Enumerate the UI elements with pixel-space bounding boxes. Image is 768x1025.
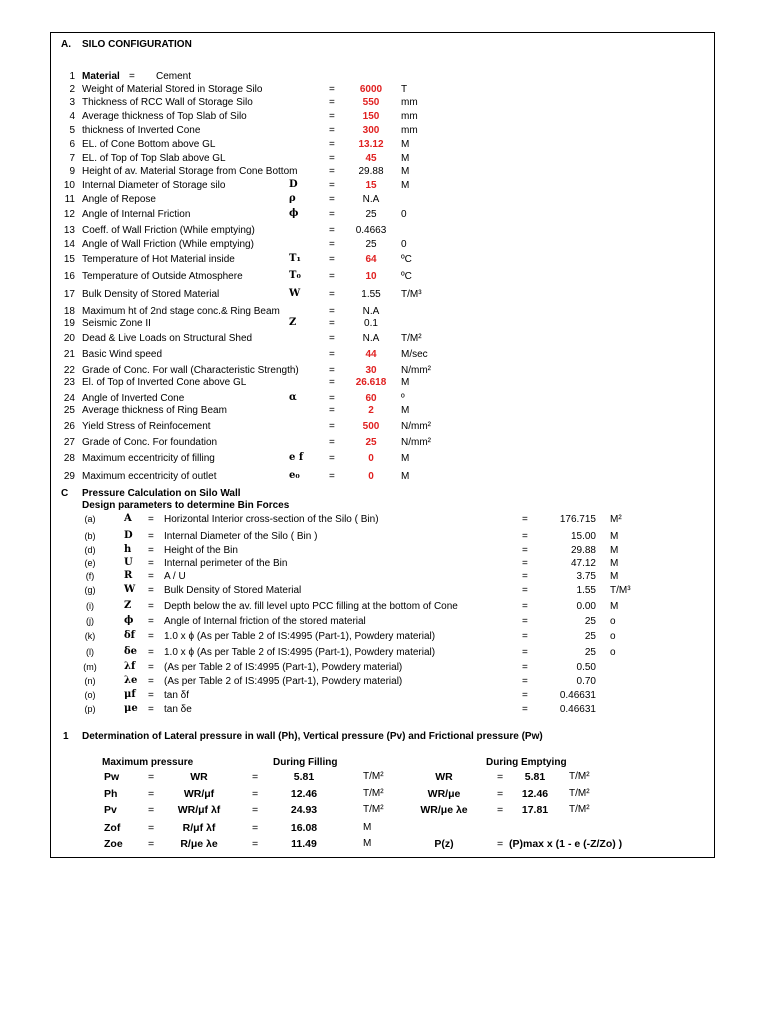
row-unit: M: [401, 166, 410, 177]
row-value: 2: [368, 405, 374, 416]
param-unit: o: [610, 631, 616, 642]
param-desc: Depth below the av. fill level upto PCC filling at the bottom of Cone: [164, 601, 458, 612]
param-unit: M²: [610, 514, 622, 525]
empty-eq: =: [497, 804, 504, 816]
param-unit: M: [610, 571, 619, 582]
row-label: Angle of Internal Friction: [82, 209, 191, 220]
row-label: Dead & Live Loads on Structural Shed: [82, 333, 253, 344]
fill-formula: WR: [190, 771, 208, 783]
fill-unit: M: [363, 822, 372, 833]
row-value: 13.12: [358, 139, 384, 150]
row-number: 6: [69, 139, 75, 150]
row-symbol: ϕ: [289, 208, 299, 219]
row-value: N.A: [362, 333, 380, 344]
param-eq: =: [148, 662, 154, 673]
empty-unit: T/M²: [569, 771, 590, 782]
row-label: Average thickness of Top Slab of Silo: [82, 111, 247, 122]
param-eq: =: [148, 558, 154, 569]
row-eq: =: [329, 139, 335, 150]
param-desc: Internal Diameter of the Silo ( Bin ): [164, 531, 318, 542]
header-during-emptying: During Emptying: [486, 757, 567, 768]
empty-value: 17.81: [521, 804, 549, 816]
row-value: 15: [365, 180, 377, 191]
row-unit: T: [401, 84, 408, 95]
param-value: 0.00: [576, 601, 596, 612]
row-symbol: W: [289, 288, 301, 299]
empty-eq: =: [497, 838, 504, 850]
fill-value: 12.46: [290, 788, 318, 800]
param-tag: (l): [86, 647, 94, 657]
row-eq: =: [329, 471, 335, 482]
section-1-title: Determination of Lateral pressure in wall (Ph), Vertical pressure (Pv) and Frictional pressure (Pw): [82, 731, 543, 742]
row-eq: =: [329, 289, 335, 300]
param-desc: 1.0 x ϕ (As per Table 2 of IS:4995 (Part-1), Powdery material): [164, 631, 436, 642]
row-eq: =: [329, 166, 335, 177]
param-tag: (p): [84, 704, 96, 714]
param-eq2: =: [522, 631, 528, 642]
row-unit: M: [401, 139, 410, 150]
param-eq: =: [148, 571, 154, 582]
row-label: EL. of Cone Bottom above GL: [82, 139, 216, 150]
row-label: Seismic Zone II: [82, 318, 151, 329]
param-unit: o: [610, 616, 616, 627]
row-unit: M: [401, 153, 410, 164]
row-eq: =: [129, 71, 135, 82]
row-value: 6000: [359, 84, 383, 95]
row-unit: mm: [401, 97, 418, 108]
row-eq: =: [329, 377, 335, 388]
empty-unit: T/M²: [569, 788, 590, 799]
param-symbol: δe: [124, 646, 138, 657]
fill-value: 24.93: [290, 804, 318, 816]
row-eq: =: [329, 437, 335, 448]
row-unit: M: [401, 180, 410, 191]
row-number: 15: [63, 254, 75, 265]
param-value: 3.75: [576, 571, 596, 582]
row-number: 2: [69, 84, 75, 95]
param-value: 0.46631: [559, 690, 596, 701]
row-label: Weight of Material Stored in Storage Silo: [82, 84, 263, 95]
row-unit: º: [401, 393, 405, 404]
param-eq: =: [148, 531, 154, 542]
pressure-eq: =: [148, 771, 155, 783]
row-label: thickness of Inverted Cone: [82, 125, 201, 136]
param-tag: (d): [84, 545, 96, 555]
pressure-name: Zoe: [104, 838, 123, 850]
fill-unit: T/M²: [363, 788, 384, 799]
row-eq: =: [329, 421, 335, 432]
param-eq2: =: [522, 704, 528, 715]
fill-value: 5.81: [293, 771, 315, 783]
header-max-pressure: Maximum pressure: [102, 757, 194, 768]
row-number: 3: [69, 97, 75, 108]
param-symbol: Z: [124, 600, 132, 611]
param-symbol: D: [124, 530, 133, 541]
param-desc: Internal perimeter of the Bin: [164, 558, 288, 569]
row-label: Average thickness of Ring Beam: [82, 405, 227, 416]
row-value: 25: [365, 437, 377, 448]
param-tag: (m): [83, 662, 97, 672]
param-eq2: =: [522, 616, 528, 627]
row-unit: M: [401, 377, 410, 388]
row-number: 20: [63, 333, 75, 344]
param-desc: (As per Table 2 of IS:4995 (Part-1), Powdery material): [164, 662, 403, 673]
row-eq: =: [329, 209, 335, 220]
row-value: 45: [365, 153, 377, 164]
pressure-eq: =: [148, 788, 155, 800]
param-value: 25: [584, 647, 596, 658]
row-eq: =: [329, 349, 335, 360]
param-symbol: μe: [124, 703, 138, 714]
fill-eq: =: [252, 804, 259, 816]
row-unit: N/mm²: [401, 437, 431, 448]
header-during-filling: During Filling: [273, 757, 338, 768]
row-eq: =: [329, 254, 335, 265]
param-value: 25: [584, 631, 596, 642]
param-eq: =: [148, 690, 154, 701]
row-value: N.A: [362, 194, 380, 205]
worksheet-frame: [50, 32, 715, 858]
row-unit: 0: [401, 209, 407, 220]
empty-formula: P(z): [434, 838, 454, 850]
row-symbol: T₁: [289, 253, 301, 264]
param-value: 0.70: [576, 676, 596, 687]
row-label: Bulk Density of Stored Material: [82, 289, 220, 300]
row-number: 23: [63, 377, 75, 388]
row-value: 0.4663: [355, 225, 387, 236]
row-value: 1.55: [361, 289, 381, 300]
row-label: Grade of Conc. For foundation: [82, 437, 218, 448]
pressure-name: Pw: [104, 771, 120, 783]
row-eq: =: [329, 97, 335, 108]
param-eq: =: [148, 545, 154, 556]
param-symbol: h: [124, 544, 132, 555]
row-symbol: ρ: [289, 193, 296, 204]
row-label: Thickness of RCC Wall of Storage Silo: [82, 97, 253, 108]
row-number: 29: [63, 471, 75, 482]
row-value: 30: [365, 365, 377, 376]
param-value: 47.12: [570, 558, 596, 569]
empty-unit: T/M²: [569, 804, 590, 815]
row-eq: =: [329, 306, 335, 317]
row-label: Coeff. of Wall Friction (While emptying): [82, 225, 255, 236]
param-desc: A / U: [164, 571, 186, 582]
row-label: Height of av. Material Storage from Cone Bottom: [82, 166, 298, 177]
param-eq2: =: [522, 571, 528, 582]
empty-value: 5.81: [524, 771, 546, 783]
param-value: 0.50: [576, 662, 596, 673]
row-value: 25: [365, 239, 377, 250]
row-eq: =: [329, 111, 335, 122]
row-unit: M: [401, 453, 410, 464]
row-symbol: e₀: [289, 470, 300, 481]
param-tag: (o): [84, 690, 96, 700]
row-value: 300: [362, 125, 380, 136]
row-unit: N/mm²: [401, 421, 431, 432]
pressure-name: Zof: [104, 822, 121, 834]
param-tag: (f): [85, 571, 95, 581]
fill-eq: =: [252, 838, 259, 850]
row-eq: =: [329, 125, 335, 136]
param-eq: =: [148, 601, 154, 612]
row-value: 500: [362, 421, 380, 432]
param-eq2: =: [522, 662, 528, 673]
row-value: 26.618: [355, 377, 387, 388]
empty-value: 12.46: [521, 788, 549, 800]
param-symbol: R: [124, 570, 133, 581]
param-tag: (e): [84, 558, 96, 568]
section-1-number: 1: [63, 731, 69, 742]
section-a-title: SILO CONFIGURATION: [82, 39, 192, 50]
param-tag: (b): [84, 531, 96, 541]
row-label: Material: [82, 71, 120, 82]
fill-value: 16.08: [290, 822, 318, 834]
row-unit: M: [401, 471, 410, 482]
row-label: EL. of Top of Top Slab above GL: [82, 153, 226, 164]
row-value: N.A: [362, 306, 380, 317]
param-eq: =: [148, 704, 154, 715]
row-label: Basic Wind speed: [82, 349, 163, 360]
row-eq: =: [329, 393, 335, 404]
param-desc: Height of the Bin: [164, 545, 238, 556]
row-number: 9: [69, 166, 75, 177]
row-value: 550: [362, 97, 380, 108]
row-number: 16: [63, 271, 75, 282]
row-eq: =: [329, 194, 335, 205]
row-label: El. of Top of Inverted Cone above GL: [82, 377, 247, 388]
row-number: 24: [63, 393, 75, 404]
fill-formula: R/μe λe: [180, 838, 218, 850]
row-number: 21: [63, 349, 75, 360]
param-symbol: δf: [124, 630, 135, 641]
empty-formula: WR/μe λe: [420, 804, 468, 816]
row-symbol: D: [289, 179, 298, 190]
param-desc: 1.0 x ϕ (As per Table 2 of IS:4995 (Part-1), Powdery material): [164, 647, 436, 658]
section-c-title: Pressure Calculation on Silo Wall: [82, 488, 241, 499]
param-eq2: =: [522, 690, 528, 701]
section-a-letter: A.: [61, 39, 71, 50]
worksheet-content: [1, 1, 768, 1025]
param-eq2: =: [522, 676, 528, 687]
row-number: 28: [63, 453, 75, 464]
row-label: Maximum eccentricity of filling: [82, 453, 215, 464]
empty-eq: =: [497, 771, 504, 783]
row-eq: =: [329, 453, 335, 464]
param-symbol: ϕ: [124, 615, 134, 626]
param-eq2: =: [522, 601, 528, 612]
param-desc: Angle of Internal friction of the stored material: [164, 616, 366, 627]
param-eq2: =: [522, 545, 528, 556]
row-unit: M: [401, 405, 410, 416]
fill-eq: =: [252, 822, 259, 834]
row-number: 19: [63, 318, 75, 329]
row-value: Cement: [156, 71, 192, 82]
empty-eq: =: [497, 788, 504, 800]
row-label: Temperature of Outside Atmosphere: [82, 271, 243, 282]
fill-eq: =: [252, 788, 259, 800]
row-unit: N/mm²: [401, 365, 431, 376]
param-eq: =: [148, 676, 154, 687]
param-eq: =: [148, 647, 154, 658]
row-value: 29.88: [358, 166, 384, 177]
param-desc: Bulk Density of Stored Material: [164, 585, 302, 596]
fill-formula: WR/μf: [183, 788, 215, 800]
row-value: 10: [365, 271, 377, 282]
param-symbol: λf: [124, 661, 136, 672]
row-unit: mm: [401, 111, 418, 122]
param-value: 0.46631: [559, 704, 596, 715]
row-symbol: α: [289, 392, 297, 403]
param-unit: o: [610, 647, 616, 658]
param-tag: (j): [86, 616, 94, 626]
row-value: 150: [362, 111, 380, 122]
empty-value: (P)max x (1 - e (-Z/Zo) ): [509, 838, 623, 850]
row-eq: =: [329, 180, 335, 191]
empty-formula: WR/μe: [427, 788, 461, 800]
fill-eq: =: [252, 771, 259, 783]
section-c-letter: C: [61, 488, 69, 499]
empty-formula: WR: [435, 771, 453, 783]
row-value: 44: [365, 349, 377, 360]
param-value: 176.715: [559, 514, 596, 525]
param-value: 1.55: [576, 585, 596, 596]
fill-value: 11.49: [291, 838, 317, 850]
row-unit: ºC: [401, 254, 412, 265]
param-eq2: =: [522, 514, 528, 525]
param-symbol: A: [124, 513, 132, 524]
row-number: 17: [63, 289, 75, 300]
row-unit: mm: [401, 125, 418, 136]
row-symbol: e f: [289, 452, 304, 463]
fill-unit: M: [363, 838, 372, 849]
row-unit: T/M³: [401, 289, 422, 300]
row-value: 0: [368, 453, 374, 464]
row-value: 0: [368, 471, 374, 482]
pressure-name: Ph: [104, 788, 118, 800]
param-eq2: =: [522, 585, 528, 596]
row-number: 25: [63, 405, 75, 416]
param-tag: (k): [84, 631, 96, 641]
row-eq: =: [329, 333, 335, 344]
row-eq: =: [329, 318, 335, 329]
row-eq: =: [329, 271, 335, 282]
row-eq: =: [329, 84, 335, 95]
param-eq2: =: [522, 558, 528, 569]
param-symbol: U: [124, 557, 133, 568]
row-number: 4: [69, 111, 75, 122]
row-label: Angle of Wall Friction (While emptying): [82, 239, 254, 250]
row-eq: =: [329, 365, 335, 376]
row-label: Grade of Conc. For wall (Characteristic Strength): [82, 365, 299, 376]
param-tag: (g): [84, 585, 96, 595]
row-label: Internal Diameter of Storage silo: [82, 180, 226, 191]
row-eq: =: [329, 239, 335, 250]
fill-unit: T/M²: [363, 804, 384, 815]
row-unit: T/M²: [401, 333, 422, 344]
row-eq: =: [329, 153, 335, 164]
row-number: 13: [63, 225, 75, 236]
param-eq: =: [148, 514, 154, 525]
fill-formula: WR/μf λf: [177, 804, 221, 816]
row-number: 1: [69, 71, 75, 82]
param-tag: (n): [84, 676, 96, 686]
row-unit: M/sec: [401, 349, 428, 360]
section-c-subtitle: Design parameters to determine Bin Forces: [82, 500, 290, 511]
row-eq: =: [329, 405, 335, 416]
param-desc: tan δe: [164, 704, 192, 715]
param-eq2: =: [522, 531, 528, 542]
param-desc: tan δf: [164, 690, 190, 701]
row-label: Maximum eccentricity of outlet: [82, 471, 217, 482]
param-symbol: λe: [124, 675, 138, 686]
param-unit: M: [610, 601, 619, 612]
pressure-eq: =: [148, 838, 155, 850]
param-eq2: =: [522, 647, 528, 658]
param-value: 29.88: [570, 545, 596, 556]
param-unit: T/M³: [610, 585, 631, 596]
row-symbol: Z: [289, 317, 297, 328]
param-symbol: W: [124, 584, 136, 595]
row-label: Angle of Repose: [82, 194, 156, 205]
param-tag: (a): [84, 514, 96, 524]
param-value: 15.00: [570, 531, 596, 542]
row-label: Maximum ht of 2nd stage conc.& Ring Beam: [82, 306, 280, 317]
row-value: 0.1: [364, 318, 378, 329]
row-label: Angle of Inverted Cone: [82, 393, 185, 404]
param-tag: (i): [86, 601, 94, 611]
row-value: 60: [365, 393, 377, 404]
row-number: 5: [69, 125, 75, 136]
row-number: 14: [63, 239, 75, 250]
param-unit: M: [610, 558, 619, 569]
fill-formula: R/μf λf: [182, 822, 216, 834]
param-symbol: μf: [124, 689, 136, 700]
param-desc: Horizontal Interior cross-section of the Silo ( Bin): [164, 514, 379, 525]
row-unit: ºC: [401, 271, 412, 282]
row-number: 22: [63, 365, 75, 376]
row-number: 18: [63, 306, 75, 317]
row-number: 7: [69, 153, 75, 164]
fill-unit: T/M²: [363, 771, 384, 782]
param-unit: M: [610, 545, 619, 556]
row-symbol: T₀: [289, 270, 301, 281]
row-number: 10: [63, 180, 75, 191]
row-unit: 0: [401, 239, 407, 250]
row-number: 26: [63, 421, 75, 432]
param-desc: (As per Table 2 of IS:4995 (Part-1), Powdery material): [164, 676, 403, 687]
row-label: Temperature of Hot Material inside: [82, 254, 235, 265]
param-unit: M: [610, 531, 619, 542]
param-eq: =: [148, 631, 154, 642]
param-value: 25: [584, 616, 596, 627]
pressure-name: Pv: [104, 804, 117, 816]
pressure-eq: =: [148, 804, 155, 816]
pressure-eq: =: [148, 822, 155, 834]
row-number: 11: [64, 194, 75, 205]
param-eq: =: [148, 585, 154, 596]
row-label: Yield Stress of Reinfocement: [82, 421, 211, 432]
row-number: 27: [63, 437, 75, 448]
row-value: 64: [365, 254, 377, 265]
row-eq: =: [329, 225, 335, 236]
row-number: 12: [63, 209, 75, 220]
param-eq: =: [148, 616, 154, 627]
row-value: 25: [365, 209, 377, 220]
